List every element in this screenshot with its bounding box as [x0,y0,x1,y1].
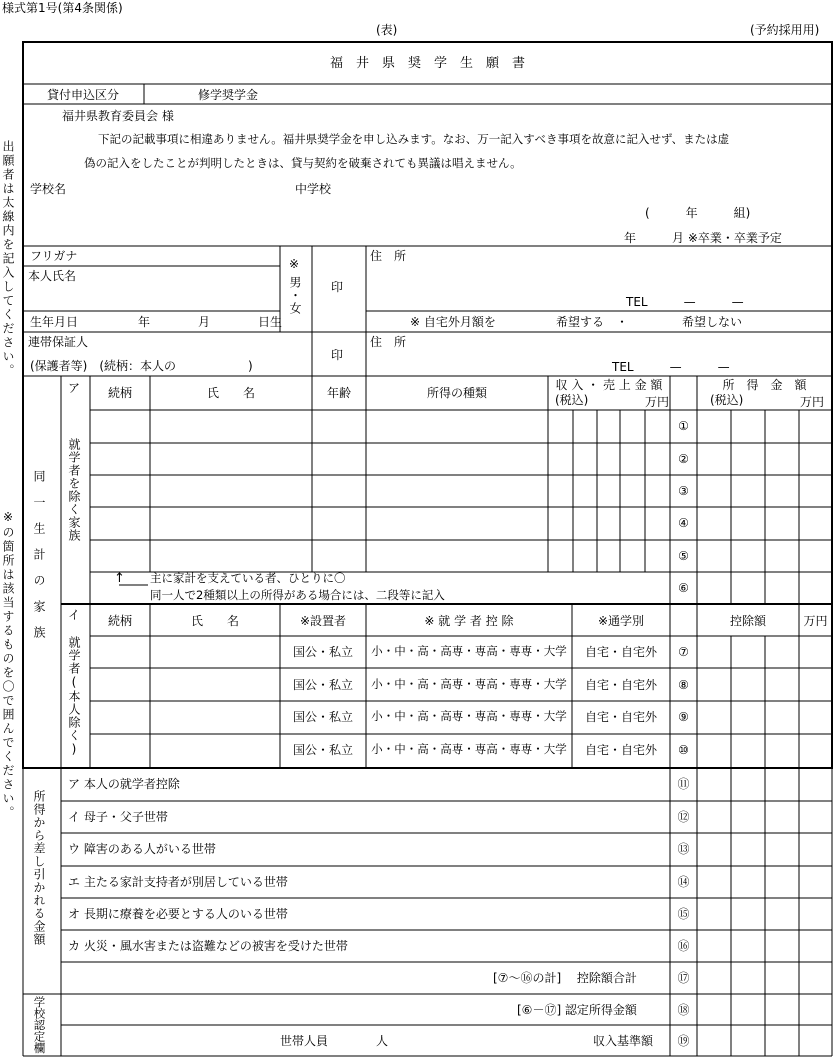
row-number: ⑱ [677,1003,690,1017]
row-number: ⑬ [677,842,690,856]
i-header-deduction-amount: 控除額 [729,614,766,628]
row-number: ⑰ [677,971,690,985]
row-number: ① [678,419,689,433]
side-label: (表) [376,23,398,37]
header-income: 所 得 金 額 [722,378,807,392]
founder-option: 国公・私立 [292,678,353,692]
row-number: ⑫ [677,810,690,824]
guarantor-label: 連帯保証人 [28,335,89,349]
header-income-type: 所得の種類 [426,386,487,400]
school-type-option: 小・中・高・高専・専高・専専・大学 [371,644,567,658]
row-number: ⑪ [677,777,690,791]
row-number: ⑨ [678,710,689,724]
row-number: ⑲ [677,1034,690,1048]
commute-option: 自宅・自宅外 [584,645,657,659]
founder-option: 国公・私立 [292,743,353,757]
guarantor-tel: TEL — — [612,360,730,374]
graduation-line: 年 月 ※卒業・卒業予定 [624,231,782,245]
applicant-seal: 印 [331,280,344,294]
note-main-supporter: 主に家計を支えている者、ひとりに〇 [150,571,346,585]
side-note-circle: ※の箇所は該当するものを〇で囲んでください。 [1,510,15,820]
family-a-mark: ア [68,381,81,395]
i-header-name: 氏 名 [190,614,239,628]
guarantor-relation: (保護者等) (続柄：本人の ) [30,359,253,373]
row-number: ⑯ [677,939,690,953]
school-suffix: 中学校 [295,182,332,196]
school-type-option: 小・中・高・高専・専高・専専・大学 [371,742,567,756]
name-label: 本人氏名 [28,269,77,283]
deductions-label: 所得から差し引かれる金額 [32,790,46,946]
certified-income-label: [⑥－⑰] 認定所得金額 [517,1003,637,1017]
loan-label: 貸付申込区分 [47,88,120,102]
i-header-founder: ※設置者 [299,614,347,628]
guarantor-address-label: 住 所 [370,335,407,349]
deduction-item: エ 主たる家計支持者が別居している世帯 [68,875,288,889]
row-number: ⑥ [678,581,689,595]
applicant-tel: TEL — — [626,295,744,309]
family-group-label: 同一生計の家族 [32,470,46,652]
declaration-line-1: 下記の記載事項に相違ありません。福井県奨学金を申し込みます。なお、万一記入すべき事項を故意に記入せず、または虚 [98,132,730,146]
note-two-incomes: 同一人で2種類以上の所得がある場合には、二段等に記入 [150,588,445,602]
row-number: ⑦ [678,645,689,659]
furigana-label: フリガナ [30,249,78,263]
row-number: ⑩ [678,743,689,757]
i-header-relation: 続柄 [107,614,132,628]
row-number: ⑭ [677,875,690,889]
row-number: ④ [678,516,689,530]
row-number: ⑧ [678,678,689,692]
school-type-option: 小・中・高・高専・専高・専専・大学 [371,709,567,723]
deduction-total-label: [⑦～⑯の計] 控除額合計 [493,971,637,985]
header-revenue-unit: 万円 [645,395,670,409]
deduction-item: ア 本人の就学者控除 [68,777,180,791]
birth-line: 生年月日 年 月 日生 [30,315,283,329]
header-relation: 続柄 [107,386,132,400]
founder-option: 国公・私立 [292,710,353,724]
header-age: 年齢 [326,386,351,400]
form-number: 様式第1号(第4条関係) [2,1,123,15]
school-label: 学校名 [30,182,67,196]
guarantor-seal: 印 [331,348,344,362]
household-count: 世帯人員 人 [280,1034,389,1048]
page-title: 福 井 県 奨 学 生 願 書 [329,56,525,71]
side-note-instructions: 出願者は太線内を記入してください。 [1,140,15,378]
declaration-line-2: 偽の記入をしたことが判明したときは、貸与契約を破棄されても異議は唱えません。 [84,156,522,170]
loan-value: 修学奨学金 [198,88,259,102]
deduction-item: カ 火災・風水害または盗難などの被害を受けた世帯 [68,939,348,953]
income-standard-label: 収入基準額 [593,1034,654,1048]
family-i-label: 就学者(本人除く) [67,636,81,757]
commute-option: 自宅・自宅外 [584,743,657,757]
header-revenue-tax: (税込) [555,393,589,407]
deduction-item: イ 母子・父子世帯 [68,810,168,824]
applicant-address-label: 住 所 [370,249,407,263]
founder-option: 国公・私立 [292,645,353,659]
row-number: ⑮ [677,907,690,921]
header-revenue: 収 入 ・ 売 上 金 額 [555,378,663,392]
deduction-item: オ 長期に療養を必要とする人のいる世帯 [68,907,288,921]
gender-options: 男・女 [288,276,302,315]
school-type-option: 小・中・高・高専・専高・専専・大学 [371,677,567,691]
deduction-item: ウ 障害のある人がいる世帯 [68,842,216,856]
header-income-tax: (税込) [710,393,744,407]
allowance-label: ※ 自宅外月額を [410,315,496,329]
i-header-unit: 万円 [803,614,828,628]
i-header-commute: ※通学別 [597,614,645,628]
gender-mark: ※ [289,257,300,271]
i-header-deduction: ※ 就 学 者 控 除 [424,614,514,628]
header-name: 氏 名 [206,386,255,400]
form-type: (予約採用用) [750,23,820,37]
header-income-unit: 万円 [800,395,825,409]
family-a-label: 就学者を除く家族 [67,438,81,542]
addressee: 福井県教育委員会 様 [62,109,174,123]
allowance-hope: 希望する ・ [556,315,629,329]
row-number: ② [678,452,689,466]
school-cert-label: 学校認定欄 [32,996,47,1054]
family-i-mark: イ [68,608,81,622]
note-arrow-icon: ↑ [114,571,125,586]
commute-option: 自宅・自宅外 [584,710,657,724]
commute-option: 自宅・自宅外 [584,678,657,692]
row-number: ⑤ [678,549,689,563]
allowance-no-hope: 希望しない [682,315,743,329]
class-line: ( 年 組) [645,206,751,220]
row-number: ③ [678,484,689,498]
